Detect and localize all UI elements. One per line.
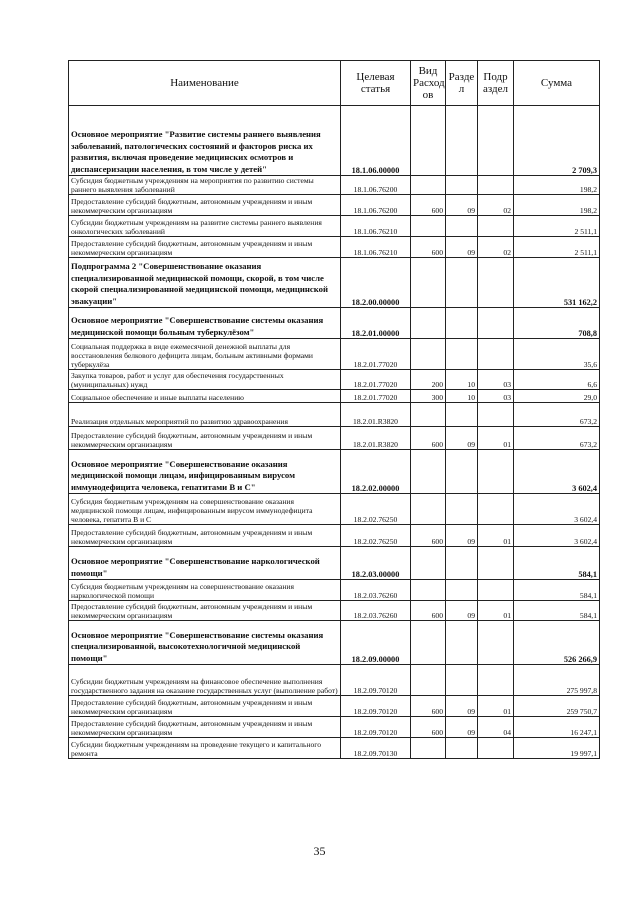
table-row: [69, 237, 600, 258]
cell-name: Предоставление субсидий бюджетным, автономным учреждениям и иным некоммерческим организациям: [69, 696, 341, 717]
cell-podr: 04: [478, 717, 514, 738]
cell-podr: [478, 547, 514, 580]
cell-podr: [478, 665, 514, 696]
cell-razd: [446, 580, 478, 601]
cell-razd: 09: [446, 601, 478, 621]
header-sum: Сумма: [514, 61, 600, 106]
cell-sum: 584,1: [514, 547, 600, 580]
cell-podr: 03: [478, 390, 514, 403]
cell-sum: 531 162,2: [514, 258, 600, 308]
cell-razd: [446, 621, 478, 665]
cell-vid: [411, 339, 446, 370]
table-row: [69, 450, 600, 494]
cell-vid: [411, 738, 446, 759]
cell-sum: 673,2: [514, 427, 600, 450]
header-name: Наименование: [69, 61, 341, 106]
cell-code: 18.2.09.70120: [341, 717, 411, 738]
cell-razd: [446, 339, 478, 370]
cell-name: Субсидия бюджетным учреждениям на совершенствование оказания наркологической помощи: [69, 580, 341, 601]
cell-vid: 600: [411, 696, 446, 717]
header-podr: Подр аздел: [478, 61, 514, 106]
cell-razd: 09: [446, 525, 478, 547]
cell-razd: [446, 494, 478, 525]
cell-podr: 01: [478, 525, 514, 547]
cell-vid: [411, 216, 446, 237]
cell-razd: [446, 403, 478, 427]
cell-name: Предоставление субсидий бюджетным, автономным учреждениям и иным некоммерческим организациям: [69, 525, 341, 547]
cell-podr: [478, 580, 514, 601]
cell-razd: 10: [446, 370, 478, 390]
table-row: [69, 580, 600, 601]
cell-name: Основное мероприятие "Совершенствование системы оказания специализированной, высокотехнологичной медицинской помощи": [69, 621, 341, 665]
cell-code: 18.1.06.76200: [341, 176, 411, 195]
cell-sum: 29,0: [514, 390, 600, 403]
header-code: Целевая статья: [341, 61, 411, 106]
cell-razd: [446, 450, 478, 494]
cell-code: 18.2.09.70120: [341, 665, 411, 696]
cell-sum: 16 247,1: [514, 717, 600, 738]
table-row: [69, 370, 600, 390]
header-razd: Разде л: [446, 61, 478, 106]
cell-razd: [446, 738, 478, 759]
cell-vid: [411, 106, 446, 176]
table-row: [69, 525, 600, 547]
table-row: [69, 308, 600, 339]
table-header-row: [69, 61, 600, 106]
cell-vid: 600: [411, 195, 446, 216]
table-row: [69, 621, 600, 665]
cell-code: 18.1.06.00000: [341, 106, 411, 176]
cell-name: Социальное обеспечение и иные выплаты населению: [69, 390, 341, 403]
cell-code: 18.2.02.00000: [341, 450, 411, 494]
cell-vid: 600: [411, 525, 446, 547]
table-row: [69, 339, 600, 370]
table-row: [69, 601, 600, 621]
cell-code: 18.2.02.76250: [341, 525, 411, 547]
cell-podr: 01: [478, 427, 514, 450]
cell-podr: [478, 738, 514, 759]
cell-name: Субсидии бюджетным учреждениям на проведение текущего и капитального ремонта: [69, 738, 341, 759]
cell-razd: 09: [446, 237, 478, 258]
table-row: [69, 216, 600, 237]
cell-name: Предоставление субсидий бюджетным, автономным учреждениям и иным некоммерческим организациям: [69, 427, 341, 450]
cell-podr: [478, 621, 514, 665]
cell-podr: [478, 106, 514, 176]
cell-name: Предоставление субсидий бюджетным, автономным учреждениям и иным некоммерческим организациям: [69, 601, 341, 621]
table-row: [69, 717, 600, 738]
cell-code: 18.2.01.R3820: [341, 427, 411, 450]
cell-podr: [478, 339, 514, 370]
cell-code: 18.2.00.00000: [341, 258, 411, 308]
cell-sum: 19 997,1: [514, 738, 600, 759]
cell-razd: [446, 106, 478, 176]
cell-sum: 198,2: [514, 176, 600, 195]
cell-name: Субсидии бюджетным учреждениям на развитие системы раннего выявления онкологических заболеваний: [69, 216, 341, 237]
table-body: [69, 106, 600, 759]
table-row: [69, 403, 600, 427]
cell-sum: 259 750,7: [514, 696, 600, 717]
cell-podr: [478, 494, 514, 525]
cell-podr: [478, 308, 514, 339]
cell-podr: 02: [478, 195, 514, 216]
cell-vid: 300: [411, 390, 446, 403]
cell-podr: [478, 216, 514, 237]
cell-vid: [411, 403, 446, 427]
cell-code: 18.2.03.76260: [341, 580, 411, 601]
table-row: [69, 390, 600, 403]
cell-sum: 2 709,3: [514, 106, 600, 176]
cell-name: Подпрограмма 2 "Совершенствование оказания специализированной медицинской помощи, скорой, в том числе скорой специализированной медицинской помощи, медицинской эвакуации": [69, 258, 341, 308]
cell-podr: 01: [478, 601, 514, 621]
cell-code: 18.2.01.77020: [341, 370, 411, 390]
cell-code: 18.2.01.77020: [341, 339, 411, 370]
cell-vid: [411, 665, 446, 696]
cell-code: 18.1.06.76200: [341, 195, 411, 216]
cell-razd: [446, 216, 478, 237]
cell-code: 18.2.01.R3820: [341, 403, 411, 427]
cell-sum: 3 602,4: [514, 494, 600, 525]
table-row: [69, 494, 600, 525]
cell-razd: 09: [446, 427, 478, 450]
table-row: [69, 427, 600, 450]
cell-code: 18.1.06.76210: [341, 216, 411, 237]
cell-razd: [446, 308, 478, 339]
cell-code: 18.2.03.76260: [341, 601, 411, 621]
cell-sum: 2 511,1: [514, 237, 600, 258]
cell-name: Предоставление субсидий бюджетным, автономным учреждениям и иным некоммерческим организациям: [69, 717, 341, 738]
cell-podr: [478, 176, 514, 195]
cell-razd: [446, 258, 478, 308]
cell-code: 18.2.09.70120: [341, 696, 411, 717]
cell-name: Предоставление субсидий бюджетным, автономным учреждениям и иным некоммерческим организациям: [69, 237, 341, 258]
cell-vid: [411, 258, 446, 308]
cell-vid: 600: [411, 427, 446, 450]
cell-razd: 09: [446, 717, 478, 738]
cell-vid: [411, 621, 446, 665]
cell-podr: [478, 403, 514, 427]
cell-podr: 02: [478, 237, 514, 258]
cell-sum: 584,1: [514, 601, 600, 621]
cell-razd: [446, 547, 478, 580]
cell-sum: 584,1: [514, 580, 600, 601]
page-number: 35: [313, 844, 326, 858]
cell-code: 18.2.09.70130: [341, 738, 411, 759]
cell-name: Предоставление субсидий бюджетным, автономным учреждениям и иным некоммерческим организациям: [69, 195, 341, 216]
cell-sum: 708,8: [514, 308, 600, 339]
cell-vid: 200: [411, 370, 446, 390]
cell-vid: 600: [411, 237, 446, 258]
cell-name: Основное мероприятие "Совершенствование наркологической помощи": [69, 547, 341, 580]
cell-sum: 3 602,4: [514, 450, 600, 494]
cell-name: Субсидия бюджетным учреждениям на совершенствование оказания медицинской помощи лицам, инфицированным вирусом иммунодефицита человека, гепатита В и С: [69, 494, 341, 525]
cell-code: 18.1.06.76210: [341, 237, 411, 258]
cell-code: 18.2.01.00000: [341, 308, 411, 339]
cell-podr: [478, 450, 514, 494]
cell-name: Субсидия бюджетным учреждениям на мероприятия по развитию системы раннего выявления заболеваний: [69, 176, 341, 195]
table-row: [69, 258, 600, 308]
cell-podr: 01: [478, 696, 514, 717]
cell-name: Основное мероприятие "Совершенствование оказания медицинской помощи лицам, инфицированным вирусом иммунодефицита человека, гепатитами В и С": [69, 450, 341, 494]
cell-podr: [478, 258, 514, 308]
table-row: [69, 665, 600, 696]
cell-vid: 600: [411, 717, 446, 738]
cell-sum: 3 602,4: [514, 525, 600, 547]
cell-name: Социальная поддержка в виде ежемесячной денежной выплаты для восстановления белкового дефицита лицам, больным активными формами туберкулёза: [69, 339, 341, 370]
cell-code: 18.2.03.00000: [341, 547, 411, 580]
cell-sum: 198,2: [514, 195, 600, 216]
cell-name: Основное мероприятие "Совершенствование системы оказания медицинской помощи больным туберкулёзом": [69, 308, 341, 339]
cell-sum: 275 997,8: [514, 665, 600, 696]
cell-vid: [411, 547, 446, 580]
cell-code: 18.2.09.00000: [341, 621, 411, 665]
cell-vid: [411, 580, 446, 601]
cell-podr: 03: [478, 370, 514, 390]
cell-sum: 6,6: [514, 370, 600, 390]
cell-sum: 35,6: [514, 339, 600, 370]
cell-name: Реализация отдельных мероприятий по развитию здравоохранения: [69, 403, 341, 427]
cell-name: Субсидии бюджетным учреждениям на финансовое обеспечение выполнения государственного задания на оказание государственных услуг (выполнение работ): [69, 665, 341, 696]
table-row: [69, 176, 600, 195]
cell-vid: [411, 450, 446, 494]
cell-sum: 526 266,9: [514, 621, 600, 665]
cell-sum: 2 511,1: [514, 216, 600, 237]
header-vid: Вид Расход ов: [411, 61, 446, 106]
cell-razd: 10: [446, 390, 478, 403]
cell-razd: 09: [446, 195, 478, 216]
cell-name: Закупка товаров, работ и услуг для обеспечения государственных (муниципальных) нужд: [69, 370, 341, 390]
cell-razd: [446, 176, 478, 195]
table-row: [69, 106, 600, 176]
cell-razd: 09: [446, 696, 478, 717]
cell-razd: [446, 665, 478, 696]
cell-vid: 600: [411, 601, 446, 621]
table-row: [69, 738, 600, 759]
cell-vid: [411, 176, 446, 195]
cell-name: Основное мероприятие "Развитие системы раннего выявления заболеваний, патологических состояний и факторов риска их развития, включая проведение медицинских осмотров и диспансеризации населения, в том числе у детей": [69, 106, 341, 176]
cell-code: 18.2.02.76250: [341, 494, 411, 525]
table-row: [69, 547, 600, 580]
budget-table: [68, 60, 600, 759]
cell-vid: [411, 308, 446, 339]
cell-code: 18.2.01.77020: [341, 390, 411, 403]
table-row: [69, 696, 600, 717]
cell-vid: [411, 494, 446, 525]
table-row: [69, 195, 600, 216]
cell-sum: 673,2: [514, 403, 600, 427]
